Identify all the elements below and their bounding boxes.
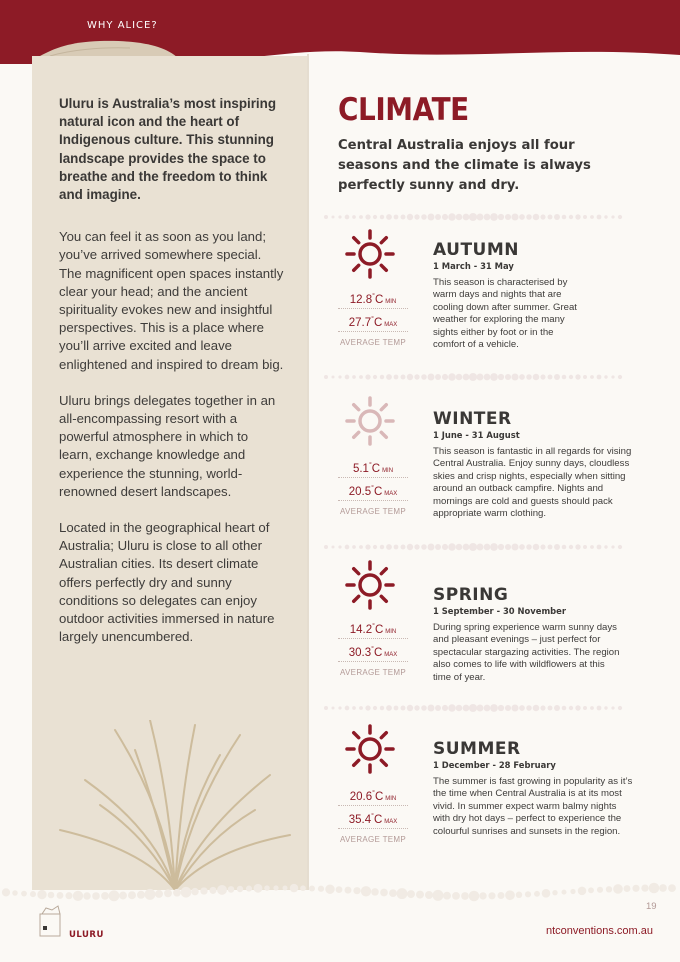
min-temp: 14.2°C MIN — [338, 616, 408, 639]
season-description: This season is characterised by warm days and nights that are cooling down after summer. Great weather for exploring the many sights either by foot or in the comfort of a vehicle. — [433, 277, 577, 351]
average-temp-label: AVERAGE TEMP — [340, 835, 406, 844]
season-dates: 1 September - 30 November — [433, 606, 566, 616]
dotted-separator — [322, 542, 630, 552]
season-description: This season is fantastic in all regards for vising Central Australia. Enjoy sunny days, cloudless skies and crisp nights, especially when sitting around an outback campfire. Nights and mornings are cold and guests should pack appropriate warm clothing. — [433, 446, 632, 520]
average-temp-label: AVERAGE TEMP — [340, 507, 406, 516]
dotted-separator — [322, 212, 630, 222]
season-name: SUMMER — [433, 739, 521, 759]
season-dates: 1 June - 31 August — [433, 430, 520, 440]
season-content — [433, 585, 633, 684]
average-temp-label: AVERAGE TEMP — [340, 338, 406, 347]
uluru-logo-icon — [38, 904, 64, 938]
climate-header — [338, 92, 638, 196]
spinifex-grass-illustration — [55, 720, 295, 890]
sun-icon — [342, 226, 398, 282]
body-paragraph-1: You can feel it as soon as you land; you’ve arrived somewhere special. The magnificent open spaces instantly clear your head; and the ancient spirituality evokes new and insightful perspectives. This is a place where you’ll arrive excited and leave enlightened and inspired to dream big. — [59, 229, 284, 372]
max-temp: 30.3°C MAX — [338, 639, 408, 662]
column-divider — [307, 54, 309, 890]
season-content — [433, 739, 633, 838]
season-content — [433, 240, 633, 351]
season-name: AUTUMN — [433, 240, 519, 260]
intro-paragraph: Uluru is Australia’s most inspiring natural icon and the heart of Indigenous culture. This stunning landscape provides the space to breathe and the freedom to think and imagine. — [59, 96, 277, 203]
climate-title: CLIMATE — [338, 92, 469, 128]
max-temp: 20.5°C MAX — [338, 478, 408, 501]
page-number: 19 — [646, 901, 657, 912]
min-temp: 12.8°C MIN — [338, 286, 408, 309]
section-label: WHY ALICE? — [87, 20, 158, 31]
temperature-block — [338, 455, 408, 516]
left-column-text — [59, 95, 284, 664]
website-link[interactable]: ntconventions.com.au — [545, 925, 653, 937]
dotted-separator — [322, 703, 630, 713]
sun-icon — [342, 393, 398, 449]
body-paragraph-3: Located in the geographical heart of Australia; Uluru is close to all other Australian cities. Its desert climate offers perfectly dry and sunny conditions so delegates can enjoy outdoor activities immersed in nature largely unencumbered. — [59, 520, 275, 645]
season-description: The summer is fast growing in popularity as it’s the time when Central Australia is at its most vivid. In summer expect warm balmy nights with dry hot days – perfect to experience the colourful sunrises and sunsets in the region. — [433, 776, 633, 837]
dotted-separator — [322, 372, 630, 382]
season-dates: 1 March - 31 May — [433, 261, 514, 271]
sun-icon — [342, 721, 398, 777]
max-temp: 27.7°C MAX — [338, 309, 408, 332]
max-temp: 35.4°C MAX — [338, 806, 408, 829]
season-dates: 1 December - 28 February — [433, 760, 556, 770]
min-temp: 5.1°C MIN — [338, 455, 408, 478]
temperature-block — [338, 783, 408, 844]
temperature-block — [338, 286, 408, 347]
temperature-block — [338, 616, 408, 677]
body-paragraph-2: Uluru brings delegates together in an all-encompassing resort with a powerful atmosphere in which to learn, exchange knowledge and experience the stunning, world-renowned desert landscapes. — [59, 392, 276, 499]
sun-icon — [342, 557, 398, 613]
average-temp-label: AVERAGE TEMP — [340, 668, 406, 677]
season-name: SPRING — [433, 585, 509, 605]
footer-brand: ULURU — [69, 930, 104, 940]
season-name: WINTER — [433, 409, 512, 429]
climate-subtitle: Central Australia enjoys all four seasons and the climate is always perfectly sunny and dry. — [338, 138, 591, 193]
season-content — [433, 409, 633, 520]
min-temp: 20.6°C MIN — [338, 783, 408, 806]
bottom-dot-pattern — [0, 880, 680, 904]
season-description: During spring experience warm sunny days and pleasant evenings – just perfect for spectacular stargazing activities. The region also comes to life with wildflowers at this time of year. — [433, 622, 620, 683]
